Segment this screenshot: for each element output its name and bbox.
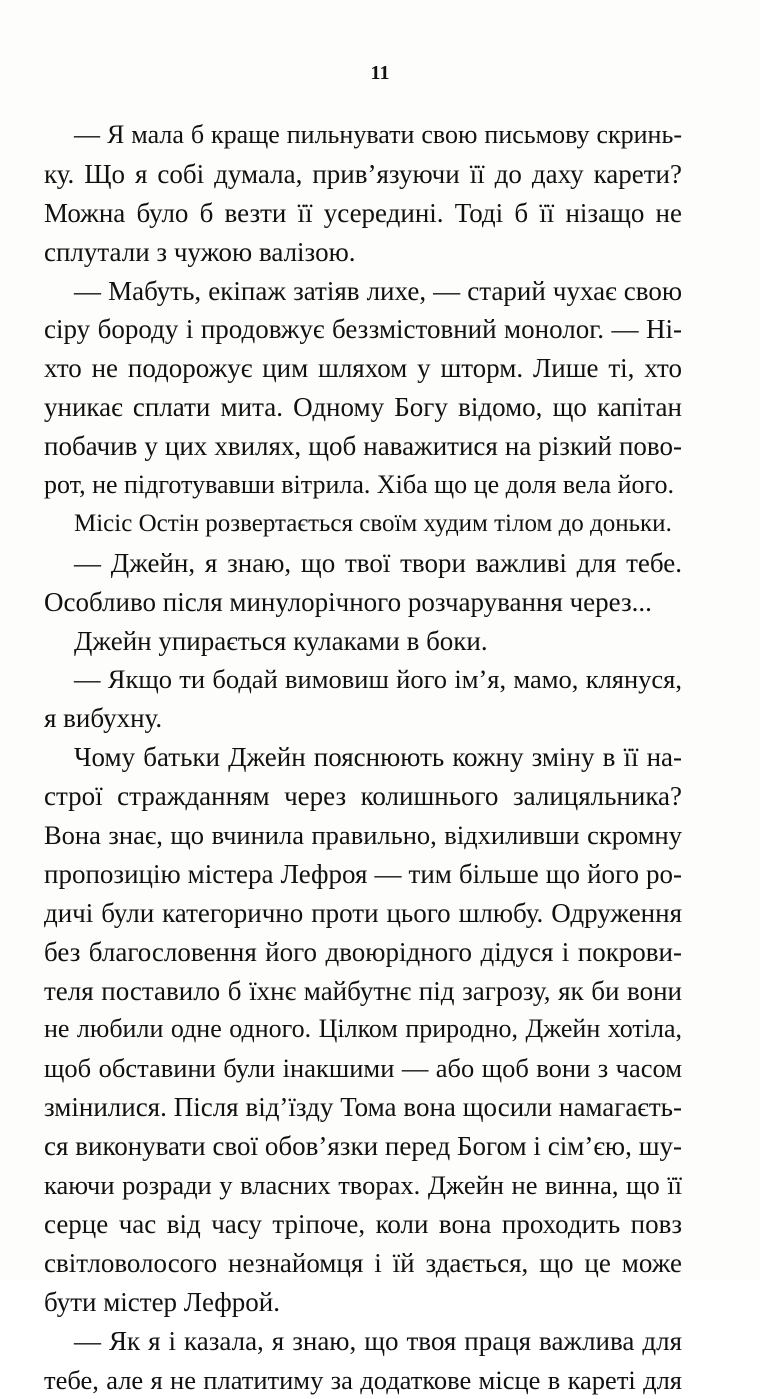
text-line: уникає сплати мита. Одному Богу відомо, що капітан [44, 388, 682, 427]
body-text [44, 116, 682, 1399]
text-line: Можна було б везти її усередині. Тоді б її нізащо не [44, 194, 682, 233]
text-line: змінилися. Після від’їзду Тома вона щосили намагаєть- [44, 1088, 682, 1127]
text-line: пропозицію містера Лефроя — тим більше що його ро- [44, 855, 682, 894]
text-line: сплутали з чужою валізою. [44, 233, 682, 272]
text-line: щоб обставини були інакшими — або щоб вони з часом [44, 1049, 682, 1088]
text-line: без благословення його двоюрідного дідуся і покрови- [44, 933, 682, 972]
text-line: я вибухну. [44, 699, 682, 738]
text-line: сіру бороду і продовжує беззмістовний монолог. — Ні- [44, 310, 682, 349]
text-line: — Мабуть, екіпаж затіяв лихе, — старий чухає свою [44, 272, 682, 311]
text-line: — Якщо ти бодай вимовиш його ім’я, мамо, клянуся, [44, 660, 682, 699]
text-line: побачив у цих хвилях, щоб наважитися на різкий пово- [44, 427, 682, 466]
text-line: — Як я і казала, я знаю, що твоя праця важлива для [44, 1322, 682, 1361]
page-number: 11 [0, 62, 760, 85]
text-line: теля поставило б їхнє майбутнє під загрозу, як би вони [44, 972, 682, 1011]
text-line: ся виконувати свої обов’язки перед Богом і сім’єю, шу- [44, 1127, 682, 1166]
text-line: строї стражданням через колишнього залицяльника? [44, 777, 682, 816]
text-line: Чому батьки Джейн пояснюють кожну зміну в її на- [44, 738, 682, 777]
text-line: хто не подорожує цим шляхом у шторм. Лише ті, хто [44, 349, 682, 388]
text-line: — Джейн, я знаю, що твої твори важливі для тебе. [44, 544, 682, 583]
text-line: рот, не підготувавши вітрила. Хіба що це доля вела його. [44, 466, 682, 505]
text-line: тебе, але я не платитиму за додаткове місце в кареті для [44, 1361, 682, 1399]
text-line: бути містер Лефрой. [44, 1283, 682, 1322]
text-line: Особливо після минулорічного розчарування через... [44, 583, 682, 622]
text-line: Джейн упирається кулаками в боки. [44, 622, 682, 661]
text-line: Місіс Остін розвертається своїм худим тілом до доньки. [44, 505, 682, 544]
text-line: серце час від часу тріпоче, коли вона проходить повз [44, 1205, 682, 1244]
text-line: не любили одне одного. Цілком природно, Джейн хотіла, [44, 1010, 682, 1049]
text-line: каючи розради у власних творах. Джейн не винна, що її [44, 1166, 682, 1205]
text-line: ку. Що я собі думала, прив’язуючи її до даху карети? [44, 155, 682, 194]
text-line: світловолосого незнайомця і їй здається, що це може [44, 1244, 682, 1283]
text-line: Вона знає, що вчинила правильно, відхиливши скромну [44, 816, 682, 855]
text-line: — Я мала б краще пильнувати свою письмову скринь- [44, 116, 682, 155]
text-line: дичі були категорично проти цього шлюбу. Одруження [44, 894, 682, 933]
